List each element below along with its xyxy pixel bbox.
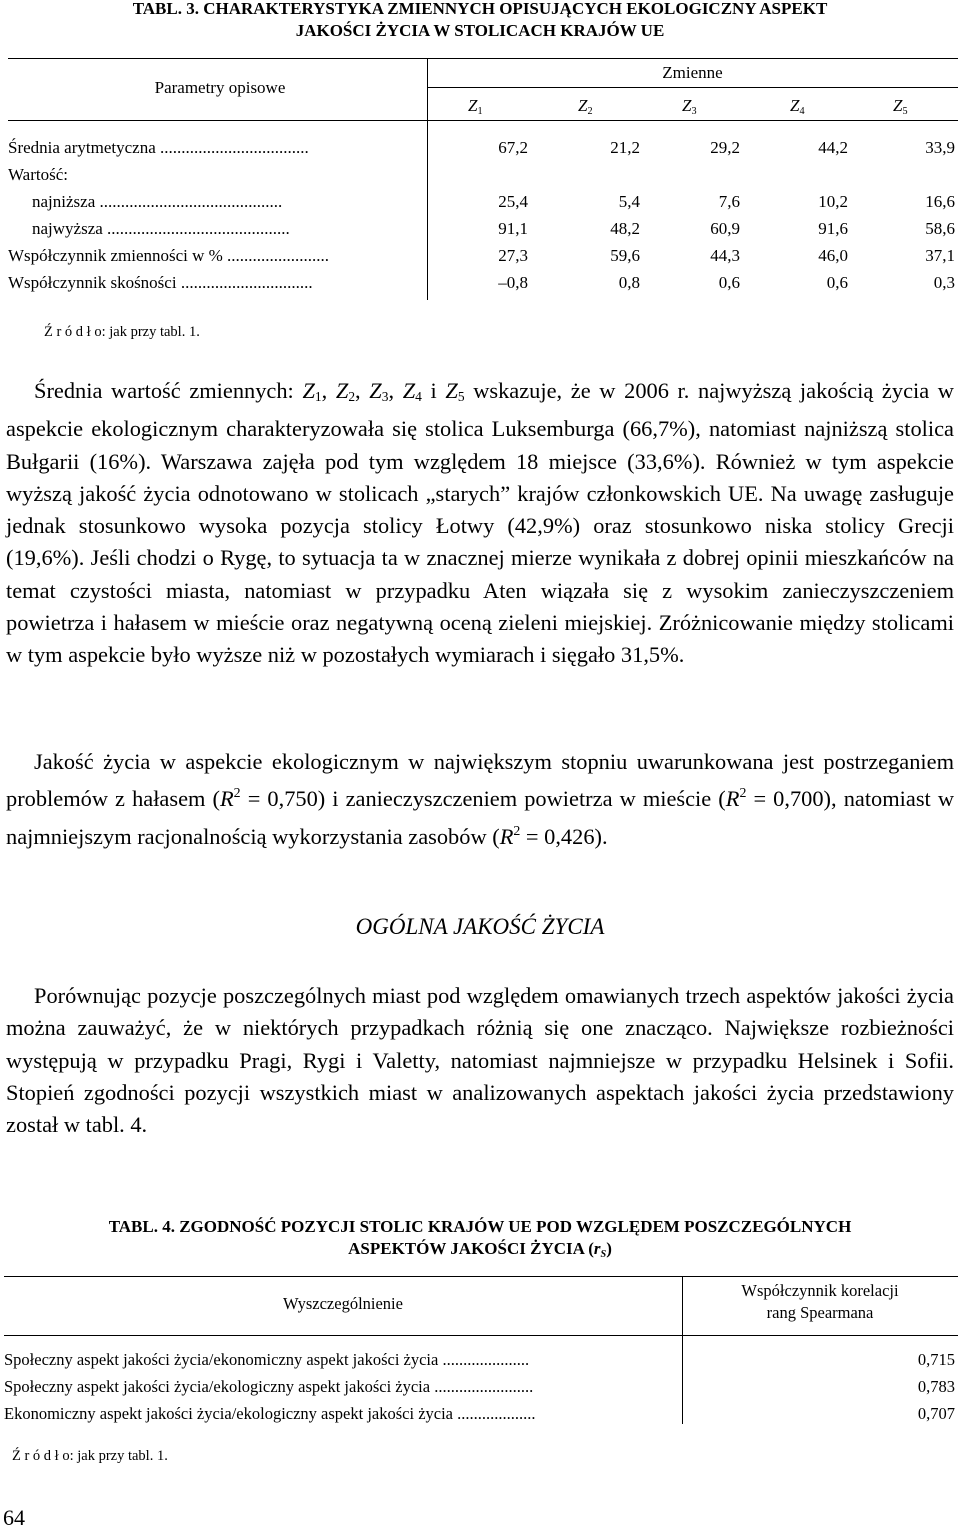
table4-header-left: Wyszczególnienie: [283, 1294, 403, 1313]
table4-header-right-line1: Współczynnik korelacji: [741, 1281, 899, 1300]
table3-header-divider: [427, 58, 428, 300]
table3-vars-rule: [427, 87, 958, 88]
table4-caption-line2: ASPEKTÓW JAKOŚCI ŻYCIA (: [348, 1239, 594, 1258]
section-heading: OGÓLNA JAKOŚĆ ŻYCIA: [355, 914, 605, 939]
paragraph2-part1: Jakość życia w aspekcie ekologicznym w największym stopniu uwarunkowana jest postrzeganiem problemów z hałasem (: [6, 749, 954, 812]
paragraph-ecological-summary: Średnia wartość zmiennych: $Z_1$, $Z_2$, $Z_3$, $Z_4$ i $Z_5$ wskazuje, że w 2006 r. najwyższą jakością życia w aspekcie ekologicznym charakteryzowała się stolica Luksemburga (66,7%), natomiast najniższą stolica Bułgarii (16%). Warszawa zajęła pod tym względem 18 miejsce (33,6%). Również w tym aspekcie wyższą jakość życia odnotowano w stolicach „starych” krajów członkowskich UE. Na uwagę zasługuje jednak stosunkowo wysoka pozycja stolicy Łotwy (42,9%) oraz stosunkowo niska stolicy Grecji (19,6%). Jeśli chodzi o Rygę, to sytuacja ta w znacznej mierze wynikała z dobrej opinii mieszkańców na temat czystości miasta, natomiast w przypadku Aten wiązała się z wysokim zanieczyszczeniem powietrza i hałasem w mieście oraz negatywną oceną zieleni miejskiej. Zróżnicowanie między stolicami w tym aspekcie było wyższe niż w pozostałych wymiarach i sięgało 31,5%.: [6, 378, 954, 668]
paragraph3-text: Porównując pozycje poszczególnych miast pod względem omawianych trzech aspektów jakości życia można zauważyć, że w niektórych przypadkach różnią się one znacząco. Największe rozbieżności występują w przypadku Pragi, Rygi i Valetty, natomiast najmniejsze w przypadku Helsinek i Sofii. Stopień zgodności pozycji wszystkich miast w analizowanych aspektach jakości życia przedstawiony został w tabl. 4.: [6, 983, 954, 1138]
table3-header-vars: Zmienne: [662, 63, 723, 82]
table3-value-cell: 44,3: [710, 246, 740, 265]
table3-value-cell: 25,4: [498, 192, 528, 211]
table3-value-cell: 0,8: [618, 273, 640, 292]
paragraph2-part3: = 0,700), natomiast w najmniejszym racjonalnością wykorzystania zasobów (: [6, 786, 954, 849]
table3-caption: [0, 0, 960, 42]
table4-caption-r: r: [593, 1239, 601, 1258]
table4-header-right-line2: rang Spearmana: [766, 1303, 874, 1322]
table3-caption-line2: JAKOŚCI ŻYCIA W STOLICACH KRAJÓW UE: [295, 21, 665, 40]
table3-value-cell: 0,6: [826, 273, 848, 292]
table3-value-cell: 29,2: [710, 138, 740, 157]
table3-row-label: Współczynnik zmienności w % ........................: [8, 246, 330, 265]
table3-value-cell: 59,6: [610, 246, 640, 265]
table3-value-cell: –0,8: [498, 273, 528, 292]
table3-header-bottom-rule: [8, 120, 958, 121]
paragraph-overall-quality: [6, 980, 954, 1141]
table3-value-cell: 48,2: [610, 219, 640, 238]
table3-value-cell: 10,2: [818, 192, 848, 211]
table3-value-cell: 0,6: [718, 273, 740, 292]
table3-var-header: $Z_4$: [790, 96, 805, 117]
table3-value-cell: 16,6: [925, 192, 955, 211]
table4-row-label: Społeczny aspekt jakości życia/ekologiczny aspekt jakości życia ........................: [4, 1377, 534, 1396]
paragraph2-part4: = 0,426).: [520, 823, 608, 849]
table3-caption-line1: TABL. 3. CHARAKTERYSTYKA ZMIENNYCH OPISUJĄCYCH EKOLOGICZNY ASPEKT: [132, 0, 828, 18]
table3-value-cell: 91,6: [818, 219, 848, 238]
table3-header-params: Parametry opisowe: [154, 78, 286, 97]
table3-value-cell: 7,6: [718, 192, 740, 211]
table3-row-label: najniższa ...........................................: [32, 192, 283, 211]
table3-var-header: $Z_5$: [893, 96, 908, 117]
table3-row-label: najwyższa ...........................................: [32, 219, 290, 238]
table3-source: Ź r ó d ł o: jak przy tabl. 1.: [44, 324, 200, 340]
table3-value-cell: 91,1: [498, 219, 528, 238]
table3-var-header: $Z_1$: [468, 96, 483, 117]
paragraph1-body: wskazuje, że w 2006 r. najwyższą jakością życia w aspekcie ekologicznym charakteryzowała się stolica Luksemburga (66,7%), natomiast najniższą stolica Bułgarii (16%). Warszawa zajęła pod tym względem 18 miejsce (33,6%). Również w tym aspekcie wyższą jakość życia odnotowano w stolicach „starych” krajów członkowskich UE. Na uwagę zasługuje jednak stosunkowo wysoka pozycja stolicy Łotwy (42,9%) oraz stosunkowo niska stolicy Grecji (19,6%). Jeśli chodzi o Rygę, to sytuacja ta w znacznej mierze wynikała z dobrej opinii mieszkańców na temat czystości miasta, natomiast w przypadku Aten wiązała się z wysokim zanieczyszczeniem powietrza i hałasem w mieście oraz negatywną oceną zieleni miejskiej. Zróżnicowanie między stolicami w tym aspekcie było wyższe niż w pozostałych wymiarach i sięgało 31,5%.: [6, 378, 954, 668]
table4-row-label: Ekonomiczny aspekt jakości życia/ekologiczny aspekt jakości życia ...................: [4, 1404, 536, 1423]
table3-value-cell: 21,2: [610, 138, 640, 157]
table4-caption: [0, 1216, 960, 1266]
table3-row-label: Wartość:: [8, 165, 68, 184]
table4-source: Ź r ó d ł o: jak przy tabl. 1.: [12, 1448, 168, 1464]
table3-value-cell: 67,2: [498, 138, 528, 157]
table3-value-cell: 27,3: [498, 246, 528, 265]
table3-value-cell: 0,3: [933, 273, 955, 292]
table3-value-cell: 37,1: [925, 246, 955, 265]
table3-value-cell: 46,0: [818, 246, 848, 265]
table4-caption-close: ): [606, 1239, 612, 1258]
table3-var-header: $Z_3$: [682, 96, 697, 117]
table4-header-right: [682, 1280, 958, 1324]
table4-top-rule: [4, 1276, 958, 1277]
table3-top-rule: [8, 58, 958, 59]
page-number: 64: [3, 1505, 25, 1530]
paragraph2-part2: = 0,750) i zanieczyszczeniem powietrza w mieście (: [240, 786, 726, 812]
table4-caption-s: S: [600, 1249, 607, 1260]
table4-value-cell: 0,783: [917, 1377, 955, 1396]
table4-row-label: Społeczny aspekt jakości życia/ekonomiczny aspekt jakości życia .....................: [4, 1350, 530, 1369]
table3-row-label: Współczynnik skośności ...............................: [8, 273, 313, 292]
table4-header-bottom-rule: [4, 1335, 958, 1336]
paragraph1-intro: Średnia wartość zmiennych:: [34, 378, 303, 403]
table4-value-cell: 0,707: [917, 1404, 955, 1423]
table3-value-cell: 44,2: [818, 138, 848, 157]
table4-value-cell: 0,715: [917, 1350, 955, 1369]
table3-var-header: $Z_2$: [578, 96, 593, 117]
table3-value-cell: 5,4: [618, 192, 640, 211]
paragraph-determinants: Jakość życia w aspekcie ekologicznym w największym stopniu uwarunkowana jest postrzeganiem problemów z hałasem $(R^2 = 0,750)$ i zanieczyszczeniem powietrza w mieście $(R^2 = 0,700)$, natomiast w najmniejszym racjonalnością wykorzystania zasobów $(R^2 = 0,426)$.: [6, 749, 954, 849]
table4-caption-line1: TABL. 4. ZGODNOŚĆ POZYCJI STOLIC KRAJÓW UE POD WZGLĘDEM POSZCZEGÓLNYCH: [108, 1217, 852, 1236]
table3-row-label: Średnia arytmetyczna ...................................: [8, 138, 309, 157]
table3-value-cell: 58,6: [925, 219, 955, 238]
table3-value-cell: 60,9: [710, 219, 740, 238]
table3-value-cell: 33,9: [925, 138, 955, 157]
